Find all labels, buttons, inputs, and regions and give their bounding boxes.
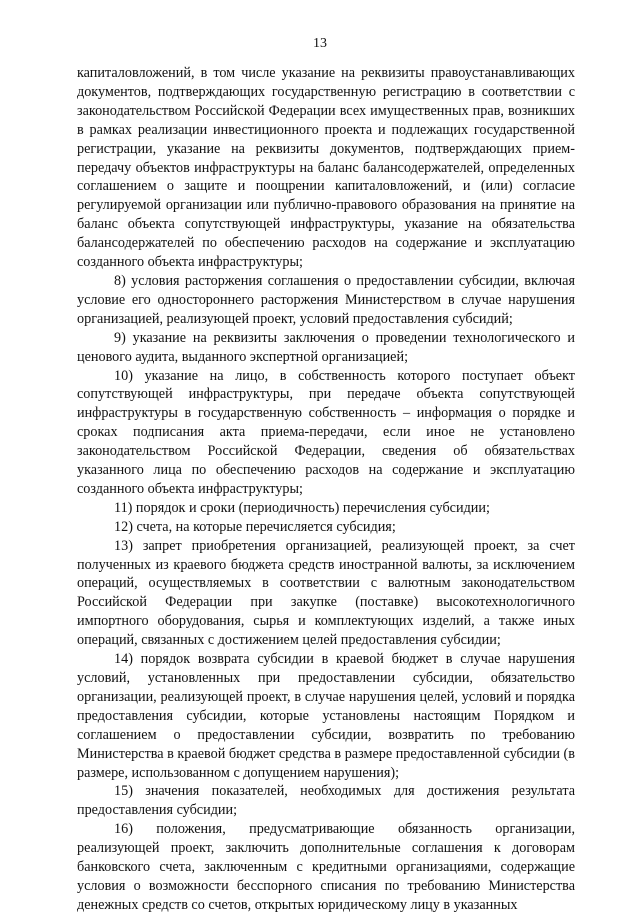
paragraph-item-12: 12) счета, на которые перечисляется субсидия; (114, 518, 396, 535)
document-body (77, 64, 575, 915)
paragraph-item-14: 14) порядок возврата субсидии в краевой бюджет в случае нарушения условий, установленных при предоставлении субсидии, обязательство организации, реализующей проект, в случае нарушения целей, условий и порядка предоставления субсидии, которые установлены настоящим Порядком и соглашением о предоставлении субсидии, возвратить по требованию Министерства в краевой бюджет средства в размере предоставленной субсидии (в размере, использованном с допущением нарушения); (77, 651, 575, 781)
paragraph-item-16: 16) положения, предусматривающие обязанность организации, реализующей проект, заключить дополнительные соглашения к договорам банковского счета, заключенным с кредитными организациями, содержащие условия о возможности бесспорного списания по требованию Министерства денежных средств со счетов, открытых юридическому лицу в указанных (77, 821, 575, 913)
paragraph-item-8: 8) условия расторжения соглашения о предоставлении субсидии, включая условие его одностороннего расторжения Министерством в случае нарушения организацией, реализующей проект, условий предоставления субсидий; (77, 272, 575, 327)
paragraph-item-15: 15) значения показателей, необходимых для достижения результата предоставления субсидии; (77, 783, 575, 819)
paragraph-item-11: 11) порядок и сроки (периодичность) перечисления субсидии; (114, 499, 490, 516)
paragraph-continuation: капиталовложений, в том числе указание на реквизиты правоустанавливающих документов, подтверждающих государственную регистрацию в соответствии с законодательством Российской Федерации всех имущественных прав, возникших в рамках реализации инвестиционного проекта и подлежащих государственной регистрации, указание на реквизиты документов, подтверждающих прием-передачу объектов инфраструктуры на баланс балансодержателей, определенных соглашением о защите и поощрении капиталовложений, и (или) согласие регулируемой организации или публично-правового образования на принятие на баланс объекта сопутствующей инфраструктуры, указание на обязательства балансодержателей по обеспечению расходов на содержание и эксплуатацию созданного объекта инфраструктуры; (77, 65, 575, 271)
page-number: 13 (313, 36, 327, 51)
paragraph-item-10: 10) указание на лицо, в собственность которого поступает объект сопутствующей инфраструктуры, при передаче объекта сопутствующей инфраструктуры в государственную собственность – информация о порядке и сроках подписания акта приема-передачи, если иное не установлено законодательством Российской Федерации, сведения об обязательствах указанного лица по обеспечению расходов на содержание и эксплуатацию созданного объекта инфраструктуры; (77, 367, 575, 497)
paragraph-item-13: 13) запрет приобретения организацией, реализующей проект, за счет полученных из краевого бюджета средств иностранной валюты, за исключением операций, осуществляемых в соответствии с валютным законодательством Российской Федерации при закупке (поставке) высокотехнологичного импортного оборудования, сырья и комплектующих изделий, а также иных операций, связанных с достижением целей предоставления субсидии; (77, 537, 575, 649)
paragraph-item-9: 9) указание на реквизиты заключения о проведении технологического и ценового аудита, выданного экспертной организацией; (77, 329, 575, 365)
